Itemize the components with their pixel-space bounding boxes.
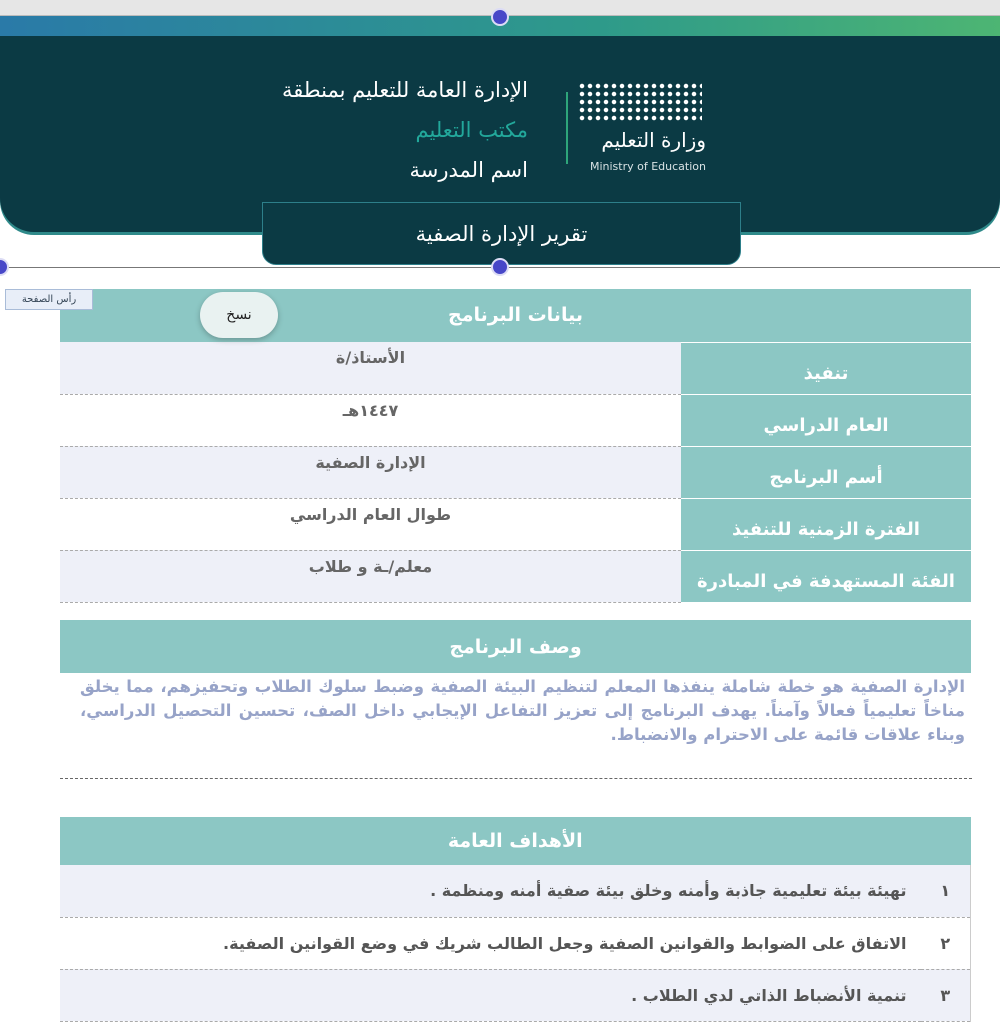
logo-dots-icon <box>578 82 702 122</box>
table-row <box>60 394 971 446</box>
description-text[interactable]: الإدارة الصفية هو خطة شاملة ينفذها المعلم لتنظيم البيئة الصفية وضبط سلوك الطلاب وتحفيزهم، مما يخلق مناخاً تعليمياً فعالاً وآمناً. يهدف البرنامج إلى تعزيز التفاعل الإيجابي داخل الصف، تحسين التحصيل الدراسي، وبناء علاقات قائمة على الاحترام والانضباط. <box>80 677 965 744</box>
row-value[interactable]: ١٤٤٧هـ <box>60 394 681 446</box>
logo-arabic-text: وزارة التعليم <box>601 128 706 152</box>
header-section-tag[interactable]: رأس الصفحة <box>5 289 93 310</box>
row-value[interactable]: الإدارة الصفية <box>60 446 681 498</box>
goal-number: ٢ <box>921 917 971 969</box>
description-table <box>60 620 971 673</box>
table-row <box>60 342 971 394</box>
directorate-label: الإدارة العامة للتعليم بمنطقة <box>282 78 528 102</box>
header-text <box>282 70 528 190</box>
dashed-divider <box>60 778 972 779</box>
goal-text[interactable]: الاتفاق على الضوابط والقوانين الصفية وجعل الطالب شريك في وضع القوانين الصفية. <box>60 917 921 969</box>
resize-handle-left[interactable] <box>0 258 9 276</box>
office-label: مكتب التعليم <box>415 118 528 142</box>
row-label: العام الدراسي <box>681 394 971 446</box>
table-row <box>60 917 971 969</box>
program-data-title: بيانات البرنامج <box>60 289 971 342</box>
resize-handle-top[interactable] <box>491 8 509 26</box>
goal-text[interactable]: تنمية الأنضباط الذاتي لدي الطلاب . <box>60 969 921 1021</box>
logo-divider <box>566 92 568 164</box>
resize-handle-bottom[interactable] <box>491 258 509 276</box>
goals-title: الأهداف العامة <box>60 817 971 865</box>
table-row <box>60 498 971 550</box>
goal-number: ١ <box>921 865 971 917</box>
row-label: الفترة الزمنية للتنفيذ <box>681 498 971 550</box>
goals-table <box>60 817 971 1022</box>
row-label: أسم البرنامج <box>681 446 971 498</box>
table-row <box>60 446 971 498</box>
row-value[interactable]: معلم/ـة و طلاب <box>60 550 681 602</box>
ministry-logo <box>566 80 706 180</box>
row-value[interactable]: الأستاذ/ة <box>60 342 681 394</box>
school-name-label: اسم المدرسة <box>409 158 528 182</box>
description-title: وصف البرنامج <box>60 620 971 673</box>
table-row <box>60 865 971 917</box>
program-data-table <box>60 289 971 603</box>
logo-english-text: Ministry of Education <box>589 160 706 173</box>
row-value[interactable]: طوال العام الدراسي <box>60 498 681 550</box>
row-label: تنفيذ <box>681 342 971 394</box>
copy-button[interactable]: نسخ <box>200 292 278 338</box>
report-title: تقرير الإدارة الصفية <box>262 202 741 265</box>
table-row <box>60 550 971 602</box>
goal-text[interactable]: تهيئة بيئة تعليمية جاذبة وأمنه وخلق بيئة صفية أمنه ومنظمة . <box>60 865 921 917</box>
goal-number: ٣ <box>921 969 971 1021</box>
table-row <box>60 969 971 1021</box>
row-label: الفئة المستهدفة في المبادرة <box>681 550 971 602</box>
